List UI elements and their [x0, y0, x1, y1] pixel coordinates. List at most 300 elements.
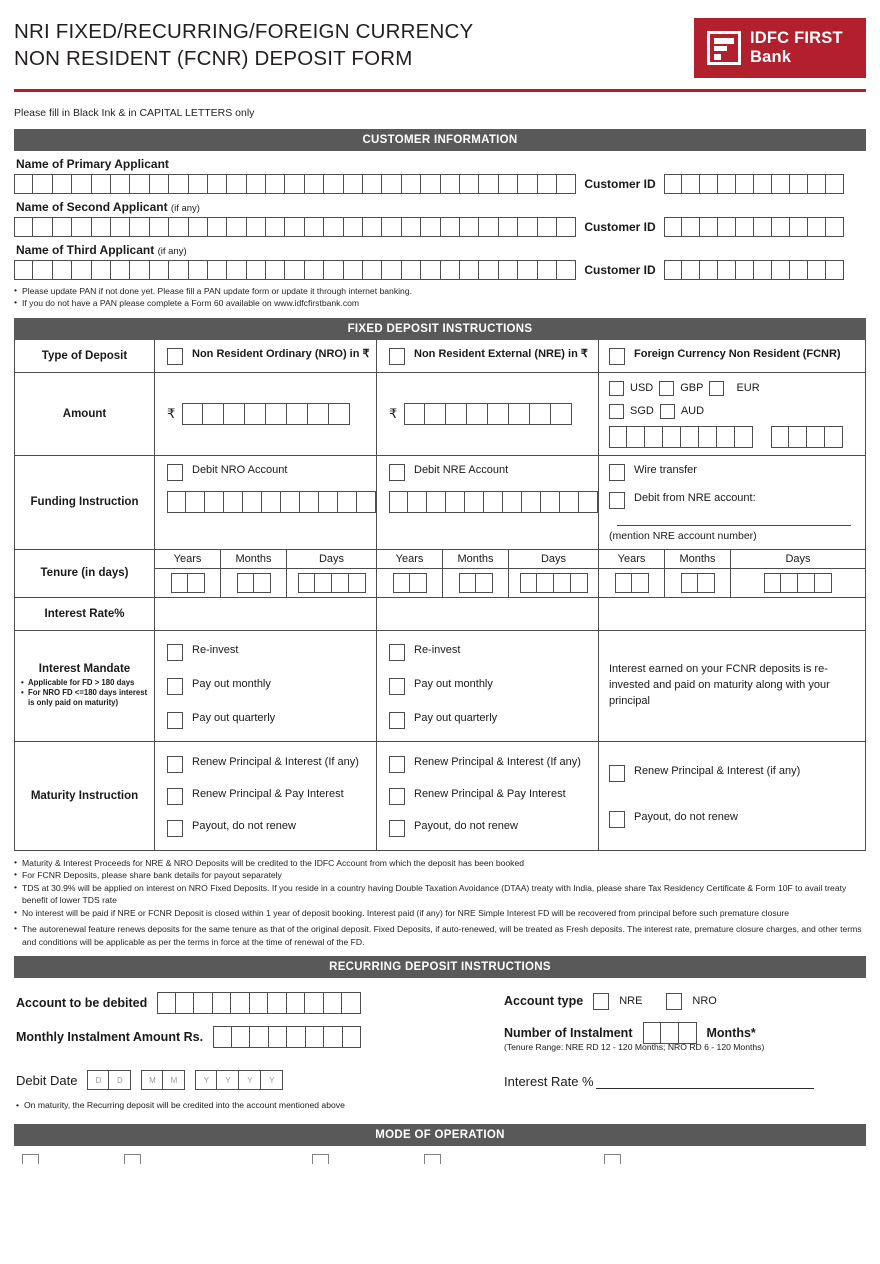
input-cell[interactable]: [441, 217, 460, 237]
input-cell[interactable]: [227, 217, 246, 237]
input-cell[interactable]: [718, 217, 736, 237]
debit-date-year-cell[interactable]: Y: [195, 1070, 217, 1090]
checkbox-row-nro-type[interactable]: [167, 347, 376, 365]
input-cell[interactable]: [421, 174, 440, 194]
input-cell[interactable]: [410, 573, 427, 593]
input-cell[interactable]: [632, 573, 649, 593]
input-cell[interactable]: [664, 217, 682, 237]
input-cell[interactable]: [571, 573, 588, 593]
input-cell[interactable]: [305, 174, 324, 194]
debit-date-day-input[interactable]: [87, 1070, 131, 1090]
input-cell[interactable]: [798, 573, 815, 593]
input-cell[interactable]: [287, 403, 308, 425]
input-cell[interactable]: [245, 403, 266, 425]
input-cell[interactable]: [53, 260, 72, 280]
input-cell[interactable]: [344, 174, 363, 194]
input-cell[interactable]: [33, 260, 52, 280]
checkbox-currency-aud[interactable]: [660, 404, 675, 419]
input-cell[interactable]: [324, 260, 343, 280]
checkbox-nro[interactable]: [167, 348, 183, 365]
input-cell[interactable]: [627, 426, 645, 448]
input-cell[interactable]: [189, 174, 208, 194]
input-cell[interactable]: [615, 573, 632, 593]
input-cell[interactable]: [681, 426, 699, 448]
input-cell[interactable]: [402, 174, 421, 194]
input-cell[interactable]: [224, 491, 243, 513]
checkbox-row-fcnr-renew-principal-interest[interactable]: [609, 764, 859, 782]
input-cell[interactable]: [764, 573, 781, 593]
tenure-fcnr-months-input[interactable]: [681, 573, 715, 593]
account-to-be-debited-input[interactable]: [157, 992, 361, 1014]
input-cell[interactable]: [171, 573, 188, 593]
checkbox-mode-of-operation[interactable]: [124, 1154, 141, 1164]
input-cell[interactable]: [503, 491, 522, 513]
input-cell[interactable]: [14, 174, 33, 194]
applicant-1-customer-id-input[interactable]: [664, 174, 844, 194]
input-cell[interactable]: [266, 174, 285, 194]
checkbox-debit-from-nre[interactable]: [609, 492, 625, 509]
input-cell[interactable]: [269, 1026, 288, 1048]
checkbox-row-wire-transfer[interactable]: [609, 463, 859, 481]
input-cell[interactable]: [111, 260, 130, 280]
input-cell[interactable]: [232, 1026, 251, 1048]
input-cell[interactable]: [446, 403, 467, 425]
checkbox-fcnr-renew-principal-interest[interactable]: [609, 765, 625, 782]
input-cell[interactable]: [664, 260, 682, 280]
input-cell[interactable]: [754, 174, 772, 194]
input-cell[interactable]: [772, 174, 790, 194]
tenure-nro-months-input[interactable]: [237, 573, 271, 593]
checkbox-mode-of-operation[interactable]: [604, 1154, 621, 1164]
input-cell[interactable]: [208, 217, 227, 237]
input-cell[interactable]: [285, 260, 304, 280]
debit-date-year-cell[interactable]: Y: [239, 1070, 261, 1090]
input-cell[interactable]: [736, 174, 754, 194]
input-cell[interactable]: [227, 260, 246, 280]
input-cell[interactable]: [298, 573, 315, 593]
checkbox-mode-of-operation[interactable]: [312, 1154, 329, 1164]
input-cell[interactable]: [754, 260, 772, 280]
debit-date-month-cell[interactable]: M: [163, 1070, 185, 1090]
input-cell[interactable]: [111, 217, 130, 237]
input-cell[interactable]: [460, 260, 479, 280]
input-cell[interactable]: [465, 491, 484, 513]
amount-nre-input[interactable]: [404, 403, 572, 425]
input-cell[interactable]: [520, 573, 537, 593]
checkbox-row-nre-type[interactable]: [389, 347, 598, 365]
tenure-nro-years-input[interactable]: [171, 573, 205, 593]
nre-account-number-input[interactable]: [617, 525, 851, 526]
input-cell[interactable]: [699, 426, 717, 448]
input-cell[interactable]: [441, 174, 460, 194]
input-cell[interactable]: [287, 1026, 306, 1048]
checkbox-row-nro-payout-monthly[interactable]: [167, 677, 376, 695]
input-cell[interactable]: [421, 260, 440, 280]
tenure-nro-days-input[interactable]: [298, 573, 366, 593]
input-cell[interactable]: [305, 260, 324, 280]
input-cell[interactable]: [338, 491, 357, 513]
input-cell[interactable]: [33, 217, 52, 237]
input-cell[interactable]: [825, 426, 843, 448]
input-cell[interactable]: [718, 174, 736, 194]
input-cell[interactable]: [476, 573, 493, 593]
input-cell[interactable]: [643, 1022, 661, 1044]
input-cell[interactable]: [315, 573, 332, 593]
checkbox-nre-renew-pay-interest[interactable]: [389, 788, 405, 805]
input-cell[interactable]: [382, 260, 401, 280]
input-cell[interactable]: [130, 174, 149, 194]
checkbox-nro-payout-monthly[interactable]: [167, 678, 183, 695]
checkbox-nre-payout-quarterly[interactable]: [389, 712, 405, 729]
input-cell[interactable]: [243, 491, 262, 513]
input-cell[interactable]: [247, 217, 266, 237]
input-cell[interactable]: [393, 573, 410, 593]
input-cell[interactable]: [169, 174, 188, 194]
checkbox-row-nre-payout-quarterly[interactable]: [389, 711, 598, 729]
input-cell[interactable]: [754, 217, 772, 237]
checkbox-row-debit-nro-account[interactable]: [167, 463, 376, 481]
debit-date-month-cell[interactable]: M: [141, 1070, 163, 1090]
input-cell[interactable]: [344, 260, 363, 280]
input-cell[interactable]: [150, 217, 169, 237]
checkbox-debit-nre-account[interactable]: [389, 464, 405, 481]
input-cell[interactable]: [681, 573, 698, 593]
input-cell[interactable]: [826, 174, 844, 194]
input-cell[interactable]: [382, 217, 401, 237]
input-cell[interactable]: [208, 174, 227, 194]
checkbox-mode-of-operation[interactable]: [424, 1154, 441, 1164]
input-cell[interactable]: [188, 573, 205, 593]
input-cell[interactable]: [14, 217, 33, 237]
input-cell[interactable]: [268, 992, 287, 1014]
input-cell[interactable]: [717, 426, 735, 448]
input-cell[interactable]: [254, 573, 271, 593]
input-cell[interactable]: [530, 403, 551, 425]
input-cell[interactable]: [826, 217, 844, 237]
input-cell[interactable]: [488, 403, 509, 425]
applicant-1-name-input[interactable]: [14, 174, 576, 194]
number-of-instalment-input[interactable]: [643, 1022, 697, 1044]
applicant-2-customer-id-input[interactable]: [664, 217, 844, 237]
input-cell[interactable]: [250, 1026, 269, 1048]
input-cell[interactable]: [560, 491, 579, 513]
input-cell[interactable]: [266, 217, 285, 237]
funding-nre-account-input[interactable]: [389, 491, 598, 513]
input-cell[interactable]: [157, 992, 176, 1014]
input-cell[interactable]: [167, 491, 186, 513]
input-cell[interactable]: [300, 491, 319, 513]
input-cell[interactable]: [790, 260, 808, 280]
input-cell[interactable]: [518, 260, 537, 280]
input-cell[interactable]: [781, 573, 798, 593]
input-cell[interactable]: [92, 217, 111, 237]
input-cell[interactable]: [324, 217, 343, 237]
checkbox-fcnr-payout-no-renew[interactable]: [609, 811, 625, 828]
input-cell[interactable]: [718, 260, 736, 280]
input-cell[interactable]: [700, 174, 718, 194]
input-cell[interactable]: [344, 217, 363, 237]
input-cell[interactable]: [389, 491, 408, 513]
input-cell[interactable]: [33, 174, 52, 194]
input-cell[interactable]: [111, 174, 130, 194]
input-cell[interactable]: [227, 174, 246, 194]
input-cell[interactable]: [479, 174, 498, 194]
input-cell[interactable]: [169, 217, 188, 237]
debit-date-year-cell[interactable]: Y: [261, 1070, 283, 1090]
checkbox-nre-reinvest[interactable]: [389, 644, 405, 661]
input-cell[interactable]: [509, 403, 530, 425]
checkbox-row-fcnr-payout-no-renew[interactable]: [609, 810, 859, 828]
input-cell[interactable]: [224, 403, 245, 425]
input-cell[interactable]: [538, 260, 557, 280]
input-cell[interactable]: [682, 217, 700, 237]
rd-interest-rate-input[interactable]: [596, 1077, 814, 1089]
input-cell[interactable]: [518, 174, 537, 194]
input-cell[interactable]: [808, 217, 826, 237]
input-cell[interactable]: [130, 217, 149, 237]
input-cell[interactable]: [736, 217, 754, 237]
input-cell[interactable]: [186, 491, 205, 513]
debit-date-year-input[interactable]: [195, 1070, 283, 1090]
input-cell[interactable]: [808, 260, 826, 280]
checkbox-mode-of-operation[interactable]: [22, 1154, 39, 1164]
input-cell[interactable]: [698, 573, 715, 593]
input-cell[interactable]: [308, 403, 329, 425]
checkbox-account-type-nre[interactable]: [593, 993, 609, 1010]
input-cell[interactable]: [319, 491, 338, 513]
input-cell[interactable]: [247, 174, 266, 194]
checkbox-row-nre-payout-no-renew[interactable]: [389, 819, 598, 837]
input-cell[interactable]: [343, 1026, 362, 1048]
checkbox-row-nre-renew-principal-interest[interactable]: [389, 755, 598, 773]
input-cell[interactable]: [14, 260, 33, 280]
checkbox-wire-transfer[interactable]: [609, 464, 625, 481]
checkbox-row-fcnr-type[interactable]: [609, 347, 859, 365]
mode-of-operation-checkbox-row[interactable]: [14, 1154, 866, 1164]
input-cell[interactable]: [305, 217, 324, 237]
input-cell[interactable]: [790, 217, 808, 237]
input-cell[interactable]: [499, 260, 518, 280]
input-cell[interactable]: [815, 573, 832, 593]
input-cell[interactable]: [324, 1026, 343, 1048]
input-cell[interactable]: [557, 217, 576, 237]
checkbox-row-nro-renew-principal-interest[interactable]: [167, 755, 376, 773]
checkbox-row-nro-payout-quarterly[interactable]: [167, 711, 376, 729]
input-cell[interactable]: [150, 174, 169, 194]
input-cell[interactable]: [538, 174, 557, 194]
input-cell[interactable]: [421, 217, 440, 237]
input-cell[interactable]: [231, 992, 250, 1014]
checkbox-row-debit-nre-account[interactable]: [389, 463, 598, 481]
input-cell[interactable]: [537, 573, 554, 593]
input-cell[interactable]: [499, 217, 518, 237]
checkbox-row-nro-reinvest[interactable]: [167, 643, 376, 661]
input-cell[interactable]: [579, 491, 598, 513]
input-cell[interactable]: [72, 260, 91, 280]
input-cell[interactable]: [735, 426, 753, 448]
tenure-fcnr-years-input[interactable]: [615, 573, 649, 593]
checkbox-nre[interactable]: [389, 348, 405, 365]
input-cell[interactable]: [682, 174, 700, 194]
input-cell[interactable]: [363, 217, 382, 237]
input-cell[interactable]: [789, 426, 807, 448]
input-cell[interactable]: [150, 260, 169, 280]
checkbox-nro-renew-principal-interest[interactable]: [167, 756, 183, 773]
checkbox-row-nre-renew-pay-interest[interactable]: [389, 787, 598, 805]
checkbox-nro-reinvest[interactable]: [167, 644, 183, 661]
input-cell[interactable]: [772, 260, 790, 280]
input-cell[interactable]: [402, 260, 421, 280]
tenure-fcnr-days-input[interactable]: [764, 573, 832, 593]
input-cell[interactable]: [522, 491, 541, 513]
checkbox-nro-payout-no-renew[interactable]: [167, 820, 183, 837]
input-cell[interactable]: [772, 217, 790, 237]
input-cell[interactable]: [538, 217, 557, 237]
input-cell[interactable]: [92, 174, 111, 194]
input-cell[interactable]: [324, 174, 343, 194]
input-cell[interactable]: [92, 260, 111, 280]
monthly-instalment-input[interactable]: [213, 1026, 361, 1048]
input-cell[interactable]: [72, 174, 91, 194]
input-cell[interactable]: [402, 217, 421, 237]
applicant-2-name-input[interactable]: [14, 217, 576, 237]
input-cell[interactable]: [342, 992, 361, 1014]
input-cell[interactable]: [53, 174, 72, 194]
input-cell[interactable]: [826, 260, 844, 280]
checkbox-row-nro-renew-pay-interest[interactable]: [167, 787, 376, 805]
input-cell[interactable]: [807, 426, 825, 448]
debit-date-day-cell[interactable]: D: [109, 1070, 131, 1090]
debit-date-year-cell[interactable]: Y: [217, 1070, 239, 1090]
input-cell[interactable]: [208, 260, 227, 280]
input-cell[interactable]: [189, 217, 208, 237]
checkbox-currency-usd[interactable]: [609, 381, 624, 396]
debit-date-month-input[interactable]: [141, 1070, 185, 1090]
input-cell[interactable]: [332, 573, 349, 593]
input-cell[interactable]: [182, 403, 203, 425]
input-cell[interactable]: [363, 260, 382, 280]
checkbox-row-nre-reinvest[interactable]: [389, 643, 598, 661]
input-cell[interactable]: [262, 491, 281, 513]
input-cell[interactable]: [349, 573, 366, 593]
fcnr-amount-input[interactable]: [609, 426, 753, 448]
tenure-nre-years-input[interactable]: [393, 573, 427, 593]
input-cell[interactable]: [425, 403, 446, 425]
input-cell[interactable]: [663, 426, 681, 448]
input-cell[interactable]: [541, 491, 560, 513]
input-cell[interactable]: [736, 260, 754, 280]
input-cell[interactable]: [324, 992, 343, 1014]
input-cell[interactable]: [357, 491, 376, 513]
input-cell[interactable]: [664, 174, 682, 194]
input-cell[interactable]: [408, 491, 427, 513]
input-cell[interactable]: [609, 426, 627, 448]
input-cell[interactable]: [808, 174, 826, 194]
input-cell[interactable]: [130, 260, 149, 280]
input-cell[interactable]: [554, 573, 571, 593]
input-cell[interactable]: [189, 260, 208, 280]
input-cell[interactable]: [404, 403, 425, 425]
input-cell[interactable]: [329, 403, 350, 425]
input-cell[interactable]: [771, 426, 789, 448]
input-cell[interactable]: [679, 1022, 697, 1044]
interest-rate-fcnr-input[interactable]: [599, 598, 865, 630]
input-cell[interactable]: [237, 573, 254, 593]
input-cell[interactable]: [427, 491, 446, 513]
checkbox-nre-renew-principal-interest[interactable]: [389, 756, 405, 773]
checkbox-fcnr[interactable]: [609, 348, 625, 365]
input-cell[interactable]: [459, 573, 476, 593]
checkbox-nre-payout-monthly[interactable]: [389, 678, 405, 695]
checkbox-row-nro-payout-no-renew[interactable]: [167, 819, 376, 837]
input-cell[interactable]: [194, 992, 213, 1014]
input-cell[interactable]: [176, 992, 195, 1014]
input-cell[interactable]: [247, 260, 266, 280]
checkbox-debit-nro-account[interactable]: [167, 464, 183, 481]
checkbox-nro-payout-quarterly[interactable]: [167, 712, 183, 729]
input-cell[interactable]: [446, 491, 465, 513]
checkbox-row-debit-from-nre[interactable]: [609, 491, 859, 509]
input-cell[interactable]: [382, 174, 401, 194]
applicant-3-customer-id-input[interactable]: [664, 260, 844, 280]
input-cell[interactable]: [700, 217, 718, 237]
input-cell[interactable]: [557, 174, 576, 194]
tenure-nre-months-input[interactable]: [459, 573, 493, 593]
funding-nro-account-input[interactable]: [167, 491, 376, 513]
checkbox-account-type-nro[interactable]: [666, 993, 682, 1010]
input-cell[interactable]: [467, 403, 488, 425]
input-cell[interactable]: [213, 992, 232, 1014]
input-cell[interactable]: [169, 260, 188, 280]
input-cell[interactable]: [460, 217, 479, 237]
input-cell[interactable]: [213, 1026, 232, 1048]
input-cell[interactable]: [363, 174, 382, 194]
input-cell[interactable]: [281, 491, 300, 513]
input-cell[interactable]: [499, 174, 518, 194]
tenure-nre-days-input[interactable]: [520, 573, 588, 593]
input-cell[interactable]: [285, 217, 304, 237]
input-cell[interactable]: [287, 992, 306, 1014]
input-cell[interactable]: [479, 260, 498, 280]
input-cell[interactable]: [205, 491, 224, 513]
interest-rate-nro-input[interactable]: [155, 598, 377, 630]
input-cell[interactable]: [682, 260, 700, 280]
input-cell[interactable]: [441, 260, 460, 280]
applicant-3-name-input[interactable]: [14, 260, 576, 280]
input-cell[interactable]: [557, 260, 576, 280]
input-cell[interactable]: [790, 174, 808, 194]
input-cell[interactable]: [645, 426, 663, 448]
input-cell[interactable]: [72, 217, 91, 237]
input-cell[interactable]: [306, 1026, 325, 1048]
debit-date-day-cell[interactable]: D: [87, 1070, 109, 1090]
input-cell[interactable]: [460, 174, 479, 194]
checkbox-currency-sgd[interactable]: [609, 404, 624, 419]
checkbox-nre-payout-no-renew[interactable]: [389, 820, 405, 837]
input-cell[interactable]: [661, 1022, 679, 1044]
input-cell[interactable]: [484, 491, 503, 513]
input-cell[interactable]: [53, 217, 72, 237]
checkbox-nro-renew-pay-interest[interactable]: [167, 788, 183, 805]
checkbox-currency-gbp[interactable]: [659, 381, 674, 396]
checkbox-currency-eur[interactable]: [709, 381, 724, 396]
input-cell[interactable]: [266, 260, 285, 280]
input-cell[interactable]: [203, 403, 224, 425]
input-cell[interactable]: [285, 174, 304, 194]
input-cell[interactable]: [479, 217, 498, 237]
input-cell[interactable]: [700, 260, 718, 280]
interest-rate-nre-input[interactable]: [377, 598, 599, 630]
